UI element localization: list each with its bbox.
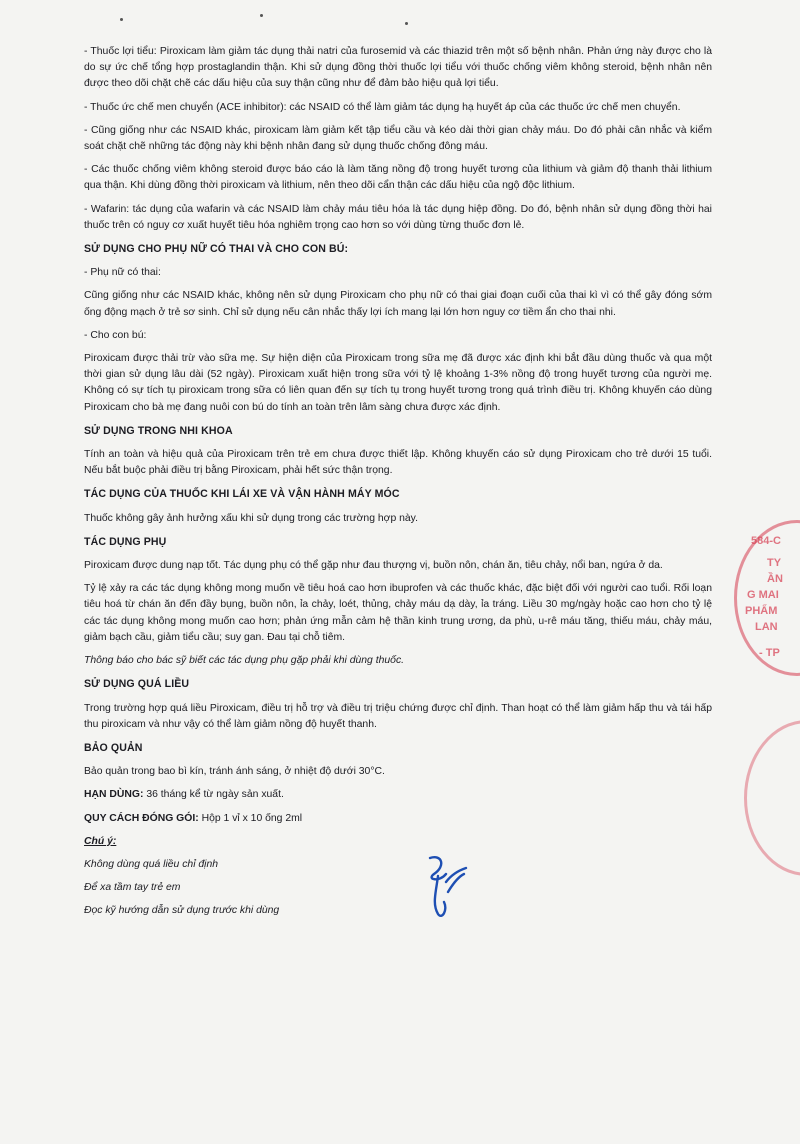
expiry-value: 36 tháng kể từ ngày sản xuất. [143, 789, 284, 801]
note-item: Đọc kỹ hướng dẫn sử dụng trước khi dùng [84, 905, 280, 917]
packaging-line [84, 811, 712, 827]
expiry-line [84, 787, 712, 803]
scan-speck [120, 18, 123, 21]
pediatrics-text: Tính an toàn và hiệu quả của Piroxicam trên trẻ em chưa được thiết lập. Không khuyến cáo sử dụng Piroxicam cho trẻ dưới 15 tuổi. Nếu bắt buộc phải điều trị bằng Piroxicam, phải hết sức thận trọng. [84, 449, 712, 477]
breastfeeding-label: - Cho con bú: [84, 329, 147, 341]
storage-text: Bảo quản trong bao bì kín, tránh ánh sáng, ở nhiệt độ dưới 30°C. [84, 766, 385, 778]
note-item: Để xa tầm tay trẻ em [84, 882, 181, 894]
expiry-label: HẠN DÙNG: [84, 789, 144, 801]
scan-speck [260, 14, 263, 17]
stamp-text: G MAI [747, 589, 779, 601]
signature-mark [420, 852, 470, 922]
notes-title: Chú ý: [84, 835, 117, 847]
overdose-text: Trong trường hợp quá liều Piroxicam, điều trị hỗ trợ và điều trị triệu chứng được chỉ định. Than hoạt có thể làm giảm hấp thu và tái hấp thu piroxicam và như vậy có thể làm giảm nồng độ huyết thanh. [84, 702, 712, 730]
interaction-warfarin: - Wafarin: tác dụng của wafarin và các NSAID làm chảy máu tiêu hóa là tác dụng hiệp đồng. Do đó, bệnh nhân sử dụng đồng thời hai thuốc trên có nguy cơ xuất huyết tiêu hóa nghiêm trọng cao hơn so với dùng từng thuốc đơn lẻ. [84, 203, 712, 231]
company-stamp [734, 520, 800, 676]
stamp-text: ẦN [767, 573, 783, 585]
pediatrics-heading: SỬ DỤNG TRONG NHI KHOA [84, 424, 233, 437]
overdose-heading: SỬ DỤNG QUÁ LIỀU [84, 678, 190, 691]
packaging-label: QUY CÁCH ĐÓNG GÓI: [84, 812, 199, 824]
breastfeeding-text: Piroxicam được thải trừ vào sữa mẹ. Sự hiện diện của Piroxicam trong sữa mẹ đã được xác định khi bắt đầu dùng thuốc và qua một thời gian sử dụng lâu dài (52 ngày). Piroxicam xuất hiện trong sữa với tỷ lệ khoảng 1-3% nồng độ trong huyết tương của người mẹ. Không có sự tích tụ piroxicam trong sữa có liên quan đến sự tích tụ trong huyết tương trong quá trình điều trị. Không khuyến cáo dùng Piroxicam cho bà mẹ đang nuôi con bú do tính an toàn trên lâm sàng chưa được xác định. [84, 353, 712, 413]
driving-text: Thuốc không gây ảnh hưởng xấu khi sử dụng trong các trường hợp này. [84, 512, 418, 524]
pregnant-text: Cũng giống như các NSAID khác, không nên sử dụng Piroxicam cho phụ nữ có thai giai đoạn cuối của thai kì vì có thể gây đóng sớm ống động mạch ở trẻ sơ sinh. Chỉ sử dụng nếu cân nhắc thấy lợi ích mang lại lớn hơn nguy cơ tiềm ẩn cho thai nhi. [84, 290, 712, 318]
stamp-text: PHẨM [745, 605, 778, 617]
stamp-text: - TP [759, 647, 780, 659]
stamp-text: 584-C [751, 535, 781, 547]
side-effects-text-1: Piroxicam được dung nạp tốt. Tác dụng phụ có thể gặp như đau thượng vị, buồn nôn, chán ăn, tiêu chảy, nổi ban, ngứa ở da. [84, 560, 663, 572]
note-item: Không dùng quá liều chỉ định [84, 858, 219, 870]
leaflet-page [84, 44, 712, 927]
scan-speck [405, 22, 408, 25]
packaging-value: Hộp 1 vỉ x 10 ống 2ml [198, 812, 303, 824]
interaction-diuretics: - Thuốc lợi tiểu: Piroxicam làm giảm tác dụng thải natri của furosemid và các thiazid trên một số bệnh nhân. Phản ứng này được cho là do sự ức chế tổng hợp prostaglandin thận. Khi sử dụng đồng thời thuốc lợi tiểu với thuốc chống viêm không steroid, bệnh nhân nên được theo dõi chặt chẽ các dấu hiệu của suy thận cũng như để đảm bảo hiệu quả lợi tiểu. [84, 46, 712, 90]
interaction-ace-inhibitor: - Thuốc ức chế men chuyển (ACE inhibitor): các NSAID có thể làm giảm tác dụng hạ huyết áp của các thuốc ức chế men chuyển. [84, 101, 681, 113]
stamp-text: TY [767, 557, 782, 569]
driving-heading: TÁC DỤNG CỦA THUỐC KHI LÁI XE VÀ VẬN HÀNH MÁY MÓC [84, 488, 400, 501]
pregnant-label: - Phụ nữ có thai: [84, 267, 161, 279]
company-stamp-partial [744, 720, 800, 876]
storage-heading: BẢO QUẢN [84, 741, 143, 754]
side-effects-note: Thông báo cho bác sỹ biết các tác dụng phụ gặp phải khi dùng thuốc. [84, 655, 405, 667]
stamp-text: LAN [755, 621, 778, 633]
interaction-lithium: - Các thuốc chống viêm không steroid được báo cáo là làm tăng nồng độ trong huyết tương của lithium và giảm độ thanh thải lithium qua thận. Khi dùng đồng thời piroxicam và lithium, nên theo dõi cẩn thận các dấu hiệu của ngộ độc lithium. [84, 164, 712, 192]
pregnancy-heading: SỬ DỤNG CHO PHỤ NỮ CÓ THAI VÀ CHO CON BÚ: [84, 243, 349, 256]
interaction-anticoagulant: - Cũng giống như các NSAID khác, piroxicam làm giảm kết tập tiểu cầu và kéo dài thời gian chảy máu. Do đó phải cân nhắc và kiểm soát chặt chẽ những tác động này khi bệnh nhân đang sử dụng thuốc chống đông máu. [84, 124, 712, 153]
side-effects-text-2: Tỷ lệ xảy ra các tác dụng không mong muốn về tiêu hoá cao hơn ibuprofen và các thuốc khác, đặc biệt đối với người cao tuổi. Rối loạn tiêu hoá từ chán ăn đến đầy bụng, buồn nôn, ỉa chảy, loét, thủng, chảy máu dạ dày, ỉa tráng. Liều 30 mg/ngày hoặc cao hơn cho tỷ lệ các tác dụng không mong muốn cao hơn; phản ứng mẫn cảm hệ thần kinh trung ương, da phù, u-rê máu tăng, thiếu máu, chảy máu, giảm bạch cầu, giảm tiểu cầu; suy gan. Đau tại chỗ tiêm. [84, 583, 712, 643]
side-effects-heading: TÁC DỤNG PHỤ [84, 535, 167, 548]
